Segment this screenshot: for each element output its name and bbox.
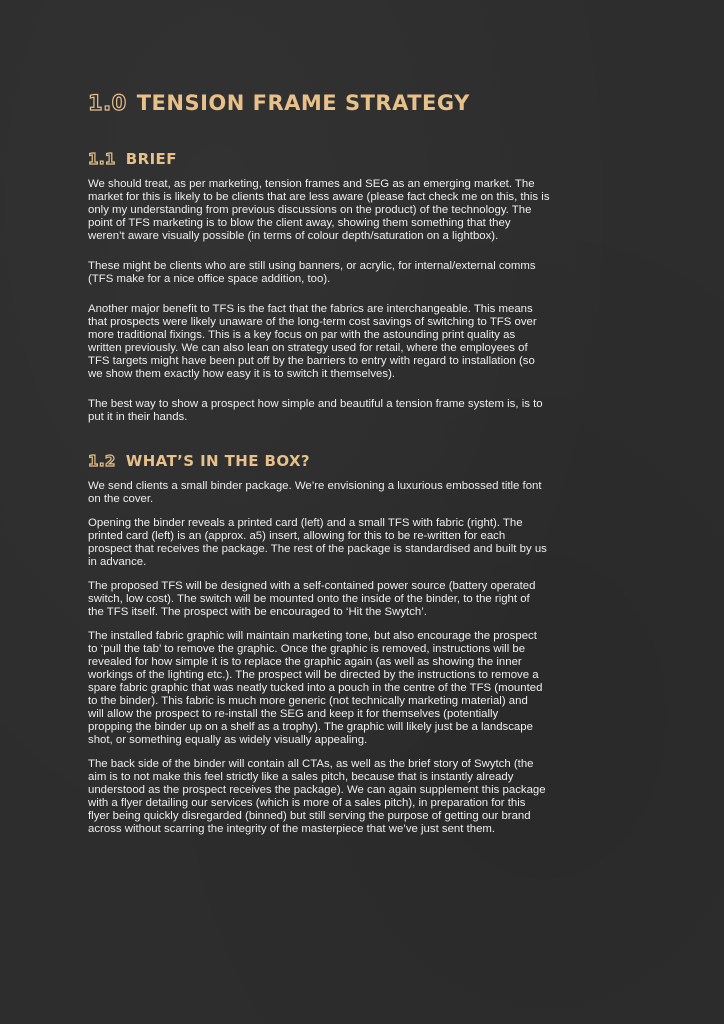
section-title-brief: BRIEF [125,150,177,168]
brief-paragraph: These might be clients who are still using banners, or acrylic, for internal/external comms (TFS make for a nice office space addition, too). [88,260,536,285]
box-paragraph: The back side of the binder will contain all CTAs, as well as the brief story of Swytch (the aim is to not make this feel strictly like a sales pitch, because that is instantly already understood as the prospect receives the package). We can again supplement this package with a flyer detailing our services (which is more of a sales pitch), in preparation for this flyer being quickly disregarded (binned) but still serving the purpose of getting our brand across without scarring the integrity of the masterpiece that we’ve just sent them. [88,758,546,835]
brief-paragraph: We should treat, as per marketing, tension frames and SEG as an emerging market. The market for this is likely to be clients that are less aware (please fact check me on this, this is only my understanding from previous discussions on the product) of the technology. The point of TFS marketing is to blow the client away, showing them something that they weren’t aware visually possible (in terms of colour depth/saturation on a lightbox). [88,178,550,242]
section-heading-box [88,450,638,472]
section-number-box: 1.2 [88,452,116,470]
box-paragraph: The installed fabric graphic will maintain marketing tone, but also encourage the prospect to ‘pull the tab’ to remove the graphic. Once the graphic is removed, instructions will be revealed for how simple it is to replace the graphic again (as well as showing the inner workings of the lighting etc.). The prospect will be directed by the instructions to remove a spare fabric graphic that was neatly tucked into a pouch in the centre of the TFS (mounted to the binder). This fabric is much more generic (not technically marketing material) and will allow the prospect to re-install the SEG and keep it for themselves (potentially propping the binder up on a shelf as a trophy). The graphic will likely just be a landscape shot, or something equally as widely visually appealing. [88,630,543,746]
box-paragraph: Opening the binder reveals a printed card (left) and a small TFS with fabric (right). The printed card (left) is an (approx. a5) insert, allowing for this to be re-written for each prospect that receives the package. The rest of the package is standardised and built by us in advance. [88,517,547,568]
document-content [88,88,638,847]
page-title-number: 1.0 [88,91,127,115]
box-paragraph: The proposed TFS will be designed with a self-contained power source (battery operated switch, low cost). The switch will be mounted onto the inside of the binder, to the right of the TFS itself. The prospect with be encouraged to ‘Hit the Swytch’. [88,580,536,618]
section-number-brief: 1.1 [88,150,116,168]
box-paragraph: We send clients a small binder package. We’re envisioning a luxurious embossed title font on the cover. [88,480,542,505]
section-title-box: WHAT’S IN THE BOX? [125,452,311,470]
section-heading-brief [88,148,638,170]
page-title [88,88,638,118]
brief-paragraph: Another major benefit to TFS is the fact that the fabrics are interchangeable. This means that prospects were likely unaware of the long-term cost savings of switching to TFS over more traditional fixings. This is a key focus on par with the astounding print quality as written previously. We can also lean on strategy used for retail, where the employees of TFS targets might have been put off by the barriers to entry with regard to installation (so we show them exactly how easy it is to switch it themselves). [88,303,537,380]
brief-paragraph: The best way to show a prospect how simple and beautiful a tension frame system is, is to put it in their hands. [88,398,543,423]
page-title-text: TENSION FRAME STRATEGY [136,91,470,115]
